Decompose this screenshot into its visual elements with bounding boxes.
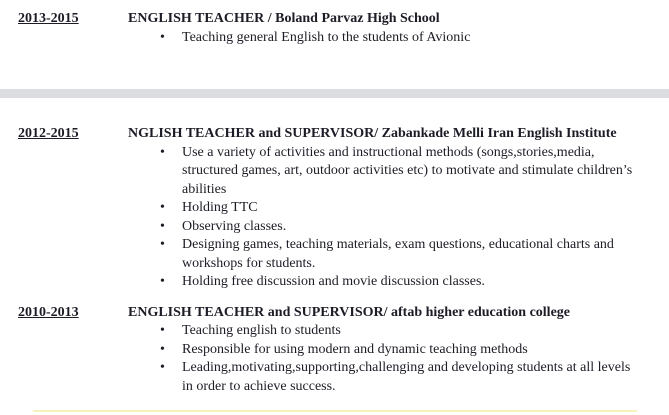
list-item <box>128 236 669 273</box>
bullet-text: Observing classes. <box>182 218 287 234</box>
bullet-icon: • <box>160 29 165 45</box>
list-item <box>128 273 669 292</box>
entry-title: ENGLISH TEACHER and SUPERVISOR/ aftab higher education college <box>128 304 570 320</box>
entry-dates: 2012-2015 <box>18 126 79 141</box>
bullet-icon: • <box>160 274 165 289</box>
bullet-text: Designing games, teaching materials, exam questions, educational charts and workshops for students. <box>182 237 614 271</box>
entry-dates: 2013-2015 <box>18 11 79 26</box>
bullet-text: Leading,motivating,supporting,challenging and developing students at all levels in order to achieve success. <box>182 360 631 394</box>
bullet-text: Use a variety of activities and instructional methods (songs,stories,media, structured games, art, outdoor activities etc) to motivate and stimulate children’s abilities <box>182 144 633 197</box>
entry-bullets <box>128 144 669 292</box>
entry-bullets <box>128 322 669 396</box>
entry-title: ENGLISH TEACHER / Boland Parvaz High School <box>128 11 440 26</box>
entry-body <box>128 10 669 47</box>
bullet-icon: • <box>160 360 165 375</box>
experience-entry <box>18 125 669 292</box>
list-item <box>128 218 669 237</box>
bullet-text: Holding TTC <box>182 200 258 215</box>
list-item <box>128 199 669 218</box>
entry-title: NGLISH TEACHER and SUPERVISOR/ Zabankade Melli Iran English Institute <box>128 126 617 141</box>
experience-entry <box>18 304 669 397</box>
bullet-text: Holding free discussion and movie discussion classes. <box>182 274 485 289</box>
bullet-icon: • <box>160 341 165 357</box>
entry-dates: 2010-2013 <box>18 304 79 320</box>
experience-entry <box>18 10 669 47</box>
bullet-text: Teaching general English to the students of Avionic <box>182 29 471 45</box>
list-item <box>128 341 669 360</box>
entry-bullets <box>128 29 669 48</box>
bullet-icon: • <box>160 237 165 252</box>
bullet-text: Teaching english to students <box>182 323 341 338</box>
bullet-text: Responsible for using modern and dynamic teaching methods <box>182 341 528 357</box>
bullet-icon: • <box>160 323 165 338</box>
list-item <box>128 359 669 396</box>
bullet-icon: • <box>160 200 165 215</box>
list-item <box>128 29 669 48</box>
list-item <box>128 322 669 341</box>
entry-body <box>128 125 669 292</box>
list-item <box>128 144 669 200</box>
highlight-row-edge <box>33 410 637 412</box>
bullet-icon: • <box>160 144 165 160</box>
bullet-icon: • <box>160 218 165 234</box>
entry-body <box>128 304 669 397</box>
